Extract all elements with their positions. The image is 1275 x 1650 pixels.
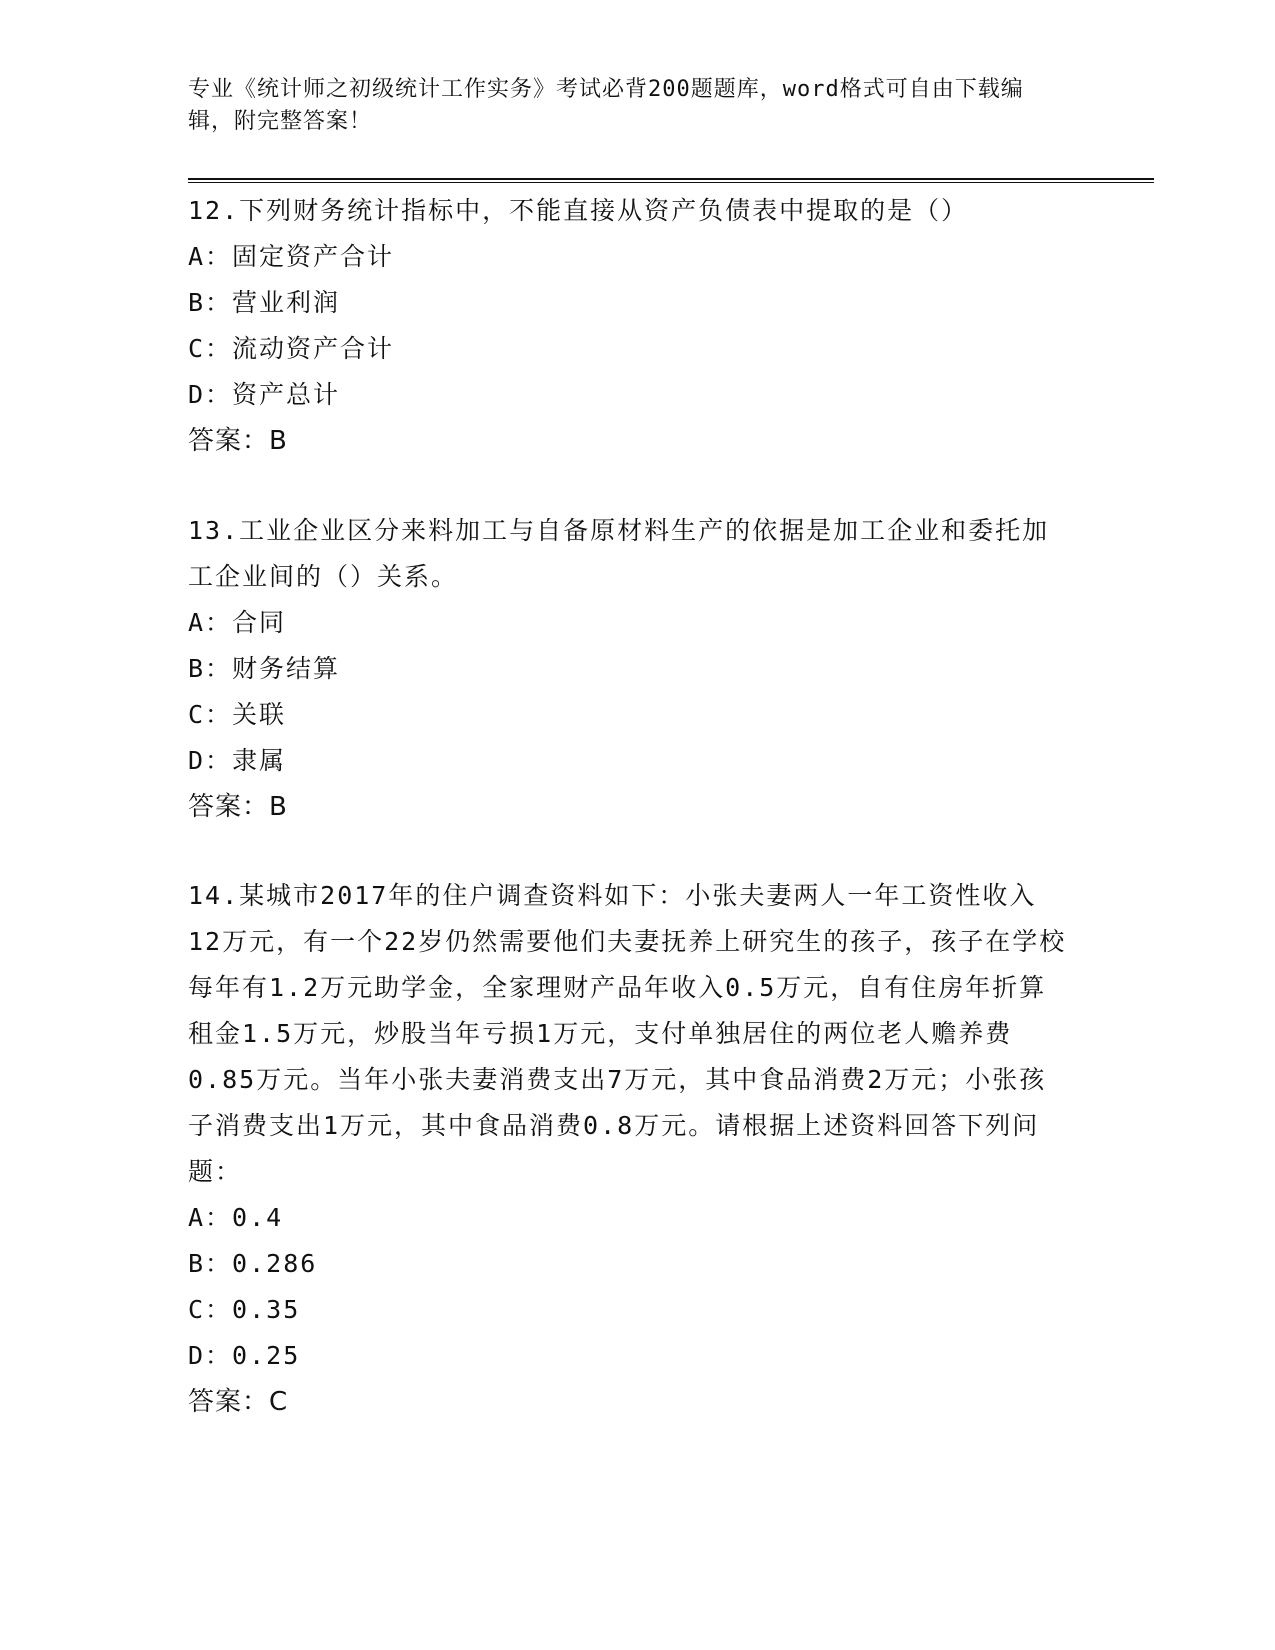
option-c: C：关联 [188,700,287,729]
option-b: B：财务结算 [188,654,341,683]
option-b: B：营业利润 [188,288,341,317]
header-divider [188,178,1154,183]
option-c: C：流动资产合计 [188,334,395,363]
option-a: A：固定资产合计 [188,242,395,271]
question-stem: 13.工业企业区分来料加工与自备原材料生产的依据是加工企业和委托加工企业间的（）关系。 [188,516,1050,591]
question-14 [188,873,1068,1425]
question-stem: 12.下列财务统计指标中，不能直接从资产负债表中提取的是（） [188,196,969,225]
option-b: B：0.286 [188,1249,318,1278]
option-d: D：0.25 [188,1341,301,1370]
answer: 答案：C [188,1387,289,1417]
answer: 答案：B [188,792,288,822]
option-d: D：隶属 [188,746,287,775]
question-13 [188,508,1068,830]
question-stem: 14.某城市2017年的住户调查资料如下：小张夫妻两人一年工资性收入12万元，有一个22岁仍然需要他们夫妻抚养上研究生的孩子，孩子在学校每年有1.2万元助学金，全家理财产品年收入0.5万元，自有住房年折算租金1.5万元，炒股当年亏损1万元，支付单独居住的两位老人赡养费0.85万元。当年小张夫妻消费支出7万元，其中食品消费2万元；小张孩子消费支出1万元，其中食品消费0.8万元。请根据上述资料回答下列问题： [188,881,1067,1186]
option-a: A：0.4 [188,1203,284,1232]
answer: 答案：B [188,426,288,456]
document-header: 专业《统计师之初级统计工作实务》考试必背200题题库，word格式可自由下载编辑，附完整答案！ [188,77,1024,134]
option-c: C：0.35 [188,1295,301,1324]
option-d: D：资产总计 [188,380,341,409]
question-12 [188,188,1068,464]
option-a: A：合同 [188,608,287,637]
